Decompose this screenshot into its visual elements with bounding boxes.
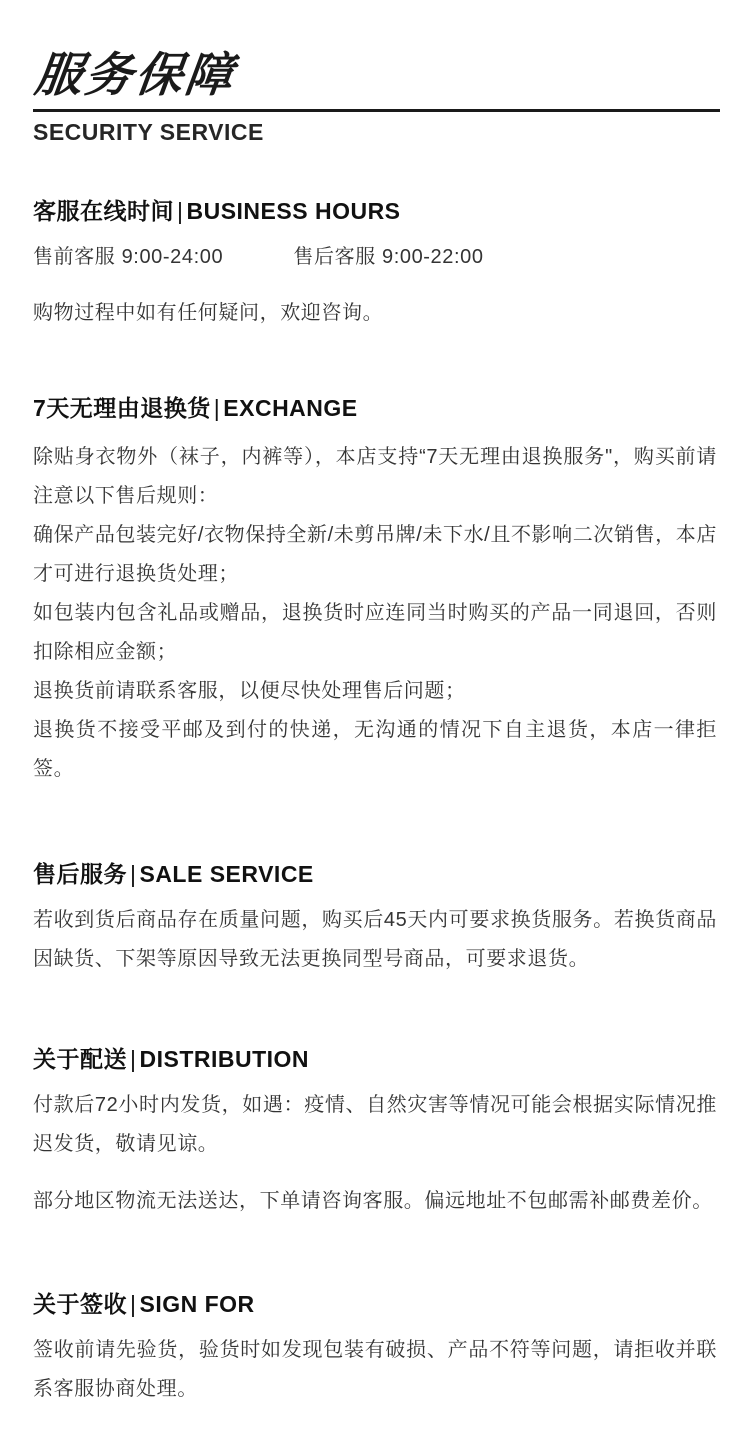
section-heading-business-hours xyxy=(33,196,717,226)
section-exchange xyxy=(33,393,717,789)
distribution-paragraph: 付款后72小时内发货，如遇：疫情、自然灾害等情况可能会根据实际情况推迟发货，敬请见谅。 xyxy=(33,1094,717,1155)
heading-en: SIGN FOR xyxy=(139,1291,255,1317)
heading-cn: 售后服务 xyxy=(33,861,127,887)
sale-service-paragraph: 若收到货后商品存在质量问题，购买后45天内可要求换货服务。若换货商品因缺货、下架等原因导致无法更换同型号商品，可要求退货。 xyxy=(33,909,717,970)
heading-divider: | xyxy=(130,1046,137,1072)
heading-en: DISTRIBUTION xyxy=(139,1046,310,1072)
heading-en: BUSINESS HOURS xyxy=(186,198,401,224)
page-title-en: SECURITY SERVICE xyxy=(33,119,264,145)
heading-divider: | xyxy=(130,1291,137,1317)
heading-cn: 关于配送 xyxy=(33,1046,127,1072)
aftersale-hours-label: 售后客服 xyxy=(293,246,376,268)
page-title-cn: 服务保障 xyxy=(32,48,239,101)
distribution-paragraph: 部分地区物流无法送达，下单请咨询客服。偏远地址不包邮需补邮费差价。 xyxy=(33,1190,713,1212)
page-title-block xyxy=(32,48,720,145)
page-title-underline xyxy=(32,48,720,112)
hours-row xyxy=(33,238,717,277)
section-distribution xyxy=(33,1044,717,1221)
heading-en: SALE SERVICE xyxy=(139,861,314,887)
section-sign-for xyxy=(33,1289,717,1409)
heading-cn: 客服在线时间 xyxy=(33,198,174,224)
exchange-rule: 退换货不接受平邮及到付的快递，无沟通的情况下自主退货，本店一律拒签。 xyxy=(33,719,717,780)
section-heading-sale-service xyxy=(33,859,717,889)
section-sale-service xyxy=(33,859,717,979)
heading-divider: | xyxy=(177,198,184,224)
hours-note: 购物过程中如有任何疑问，欢迎咨询。 xyxy=(33,302,384,324)
section-heading-distribution xyxy=(33,1044,717,1074)
exchange-rule: 如包装内包含礼品或赠品，退换货时应连同当时购买的产品一同退回，否则扣除相应金额； xyxy=(33,602,717,663)
aftersale-hours-time: 9:00-22:00 xyxy=(381,246,484,268)
heading-cn: 7天无理由退换货 xyxy=(33,395,211,421)
exchange-rule: 确保产品包装完好/衣物保持全新/未剪吊牌/未下水/且不影响二次销售，本店才可进行退换货处理； xyxy=(33,524,717,585)
presale-hours-label: 售前客服 xyxy=(33,246,116,268)
section-heading-exchange xyxy=(33,393,717,423)
exchange-rule: 除贴身衣物外（袜子，内裤等），本店支持“7天无理由退换服务"，购买前请注意以下售后规则： xyxy=(33,446,717,507)
sign-for-paragraph: 签收前请先验货，验货时如发现包装有破损、产品不符等问题，请拒收并联系客服协商处理。 xyxy=(33,1339,717,1400)
heading-divider: | xyxy=(213,395,221,421)
heading-cn: 关于签收 xyxy=(33,1291,127,1317)
section-business-hours xyxy=(33,196,717,333)
section-heading-sign-for xyxy=(33,1289,717,1319)
heading-en: EXCHANGE xyxy=(223,395,358,421)
presale-hours-time: 9:00-24:00 xyxy=(121,246,224,268)
heading-divider: | xyxy=(130,861,137,887)
exchange-rules xyxy=(33,438,717,789)
exchange-rule: 退换货前请联系客服，以便尽快处理售后问题； xyxy=(33,680,466,702)
